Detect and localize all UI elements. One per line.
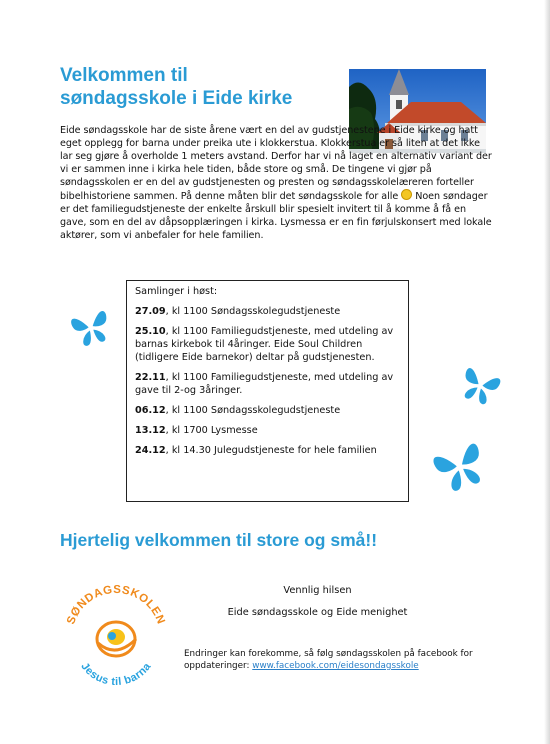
svg-text:Jesus til barna	[78, 660, 154, 688]
intro-paragraph	[60, 124, 493, 242]
session-item	[135, 371, 400, 397]
greeting-block	[180, 584, 455, 619]
welcome-heading: Hjertelig velkommen til store og små!!	[60, 530, 378, 550]
session-date: 06.12	[135, 405, 166, 416]
sondagsskolen-logo	[58, 573, 173, 688]
logo-bottom-text: Jesus til barna	[78, 660, 154, 688]
facebook-link[interactable]: www.facebook.com/eidesondagsskole	[252, 661, 419, 671]
butterfly-icon	[68, 305, 114, 351]
session-item	[135, 305, 400, 318]
session-text: , kl 1100 Søndagsskolegudstjeneste	[165, 306, 341, 317]
sessions-heading: Samlinger i høst:	[135, 286, 218, 297]
intro-text-after: Noen søndager er det familiegudstjeneste der enkelte årskull blir spesielt invitert til å komme å få en gave, som en del av dåpsopplæringen i kirka. Lysmessa er en fin førjulskonsert med lokale aktører, som vi anbefaler for hele familien.	[60, 191, 492, 241]
butterfly-icon	[430, 437, 490, 497]
session-date: 27.09	[135, 306, 166, 317]
logo-top-text: SØNDAGSSKOLEN	[65, 583, 167, 627]
title-line-2: søndagsskole i Eide kirke	[60, 88, 293, 109]
session-item	[135, 424, 400, 437]
session-date: 24.12	[135, 445, 166, 456]
intro-text: Eide søndagsskole har de siste årene vært en del av gudstjenestene i Eide kirke og hatt eget opplegg for barna under preika ute i klokkerstua. Klokkerstua er så liten at det ikke lar seg gjøre å overholde 1 meters avstand. Derfor har vi nå laget en alternativ variant der vi er sammen inne i kirka hele tiden, både store og små. De tingene vi gjør på søndagsskolen er en del av gudstjenesten og presten og søndagsskolelæreren forteller bibelhistoriene sammen. På denne måten blir det søndagsskole for alle	[60, 125, 492, 202]
session-date: 22.11	[135, 372, 166, 383]
page-title	[60, 64, 350, 110]
sessions-box	[126, 280, 409, 502]
smiley-icon	[401, 189, 412, 200]
page-edge	[544, 0, 550, 744]
session-item	[135, 325, 400, 364]
session-text: , kl 1100 Familiegudstjeneste, med utdeling av barnas kirkebok til 4åringer. Eide Soul Children (tidligere Eide barnekor) deltar på gudstjenesten.	[135, 326, 394, 363]
butterfly-icon	[457, 363, 503, 409]
session-text: , kl 1700 Lysmesse	[165, 425, 258, 436]
update-note-text: Endringer kan forekomme, så følg søndagsskolen på facebook for oppdateringer:	[184, 649, 473, 671]
greeting-line-1: Vennlig hilsen	[283, 585, 352, 596]
session-item	[135, 444, 400, 457]
session-text: , kl 1100 Søndagsskolegudstjeneste	[165, 405, 341, 416]
greeting-line-2: Eide søndagsskole og Eide menighet	[227, 607, 408, 618]
session-date: 25.10	[135, 326, 166, 337]
session-date: 13.12	[135, 425, 166, 436]
svg-text:SØNDAGSSKOLEN	[65, 584, 167, 626]
session-text: , kl 1100 Familiegudstjeneste, med utdeling av gave til 2-og 3åringer.	[135, 372, 394, 396]
title-line-1: Velkommen til	[60, 65, 188, 86]
session-text: , kl 14.30 Julegudstjeneste for hele familien	[165, 445, 377, 456]
session-item	[135, 404, 400, 417]
update-note	[184, 648, 504, 672]
